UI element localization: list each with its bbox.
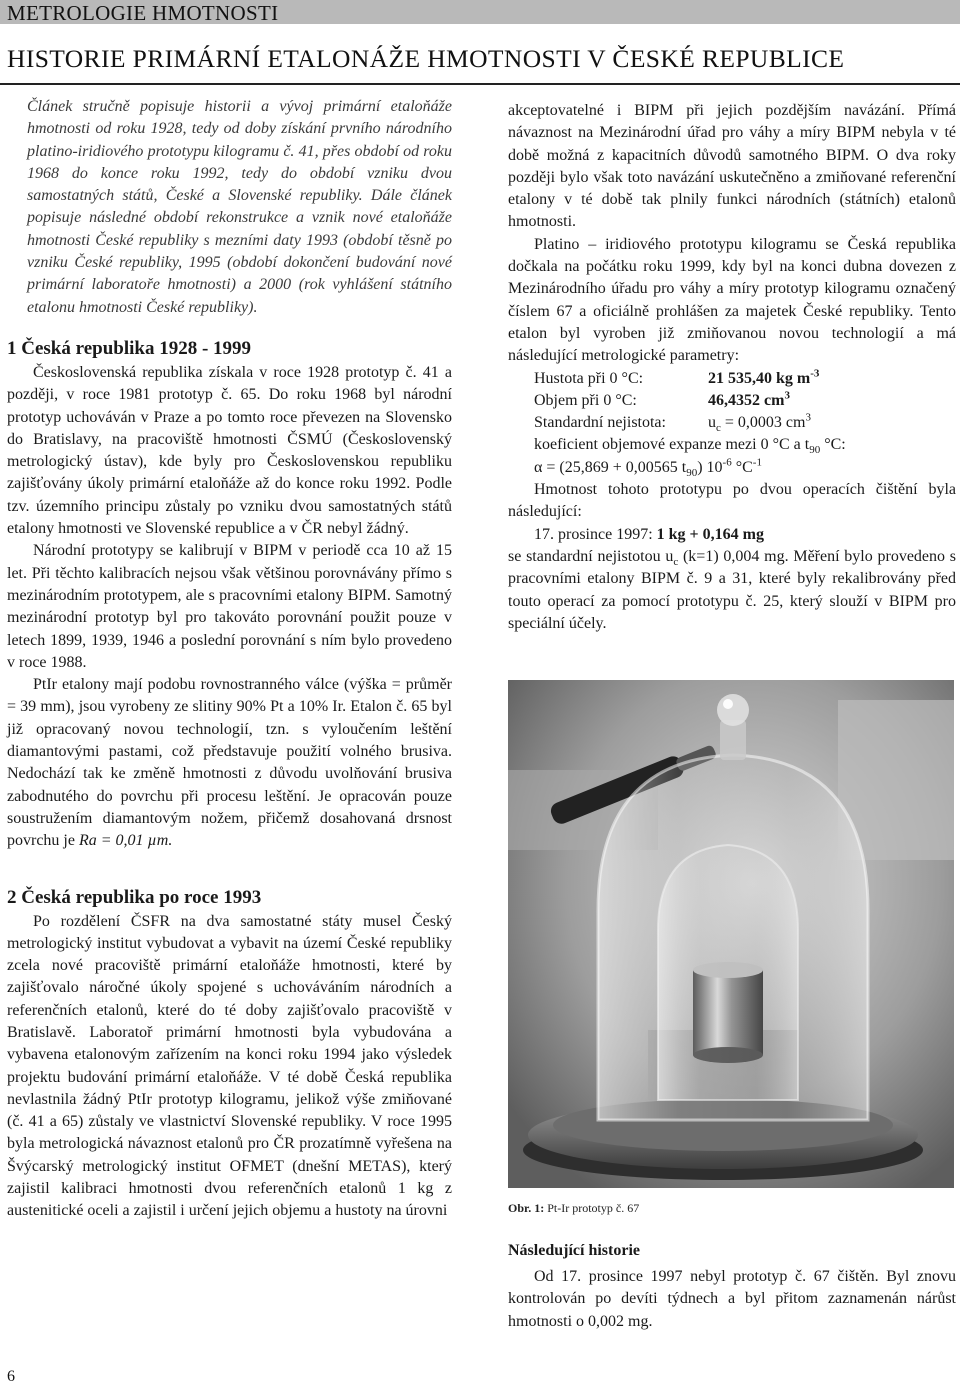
article-title: HISTORIE PRIMÁRNÍ ETALONÁŽE HMOTNOSTI V ČESKÉ REPUBLICE [7, 44, 845, 73]
prototype-photo [508, 680, 954, 1188]
prototype-parameters [508, 368, 956, 479]
section-1-paragraph-1: Československá republika získala v roce 1928 prototyp č. 41 a později, v roce 1981 prototyp č. 65. Do roku 1968 byl národní prototyp uchováván v Praze a po tomto roce převezen na Slovensko do Bratislavy, na pracoviště hmotnosti ČSMÚ (Československý metrologický ústav), kde byly pro Československou republiku zajišťovány úkoly primární etaloňáže až do konce roku 1992. Podle tzv. územního principu zůstaly po vzniku dvou samostatných států etalony hmotnosti ve Slovenské republice a v ČR nebyl žádný. [7, 363, 452, 538]
left-column [7, 96, 452, 1223]
page-number: 6 [7, 1368, 15, 1385]
param-uncertainty-value: $u_c = 0,0003$ $cm^3$ [708, 411, 811, 435]
section-1-paragraph-2: Národní prototypy se kalibrují v BIPM v periodě cca 10 až 15 let. Při těchto kalibracích nejsou však většinou porovnávány přímo s mezinárodním prototypem, ale s pracovními etalony BIPM. Samotný mezinárodní prototyp byl pro takováto porovnání použit pouze v letech 1899, 1939, 1946 a poslední porovnání s ním bylo provedeno v roce 1988. [7, 542, 452, 671]
roughness-value: Ra = 0,01 µm. [78, 832, 173, 850]
right-paragraph-0: akceptovatelné i BIPM při jejich pozdějším navázání. Přímá návaznost na Mezinárodní úřad pro váhy a míry BIPM nebyla v té době možná z kapacitních důvodů samotného BIPM. O dva roky později bylo však toto navázání uskutečněno a zmiňované referenční etalony v té době tak plnily funkci národních (státních) etalonů hmotnosti. [508, 102, 956, 231]
param-volume-value: 46,4352 $cm^3$ [708, 389, 790, 409]
mass-value: 1 kg + 0,164 mg [656, 525, 764, 543]
right-paragraph-4: se standardní nejistotou $u_c$ (k=1) 0,004 mg. Měření bylo provedeno s pracovními etalony BIPM č. 9 a 31, které byly rekalibrovány před touto operací za pomocí prototypu č. 25, který slouží v BIPM pro speciální účely. [508, 547, 957, 632]
right-paragraph-2: Hmotnost tohoto prototypu po dvou operacích čištění byla následující: [508, 481, 956, 521]
param-uncertainty-label: Standardní nejistota: [534, 414, 666, 432]
figure-caption [508, 1201, 639, 1216]
param-density [508, 368, 956, 390]
section-header: METROLOGIE HMOTNOSTI [7, 1, 279, 25]
param-density-label: Hustota při 0 °C: [534, 369, 644, 387]
next-history [508, 1266, 956, 1333]
next-history-heading: Následující historie [508, 1242, 640, 1259]
section-2-paragraph-1: Po rozdělení ČSFR na dva samostatné státy musel Český metrologický institut vybudovat a vybavit na území České republiky zcela nové pracoviště primární etaloňáže hmotnosti, které by zajišťovalo náročné úkoly spojené s uchováváním národních a referenčních etalonů, které do té doby zajišťovalo pracoviště v Bratislavě. Laboratoř primární hmotnosti byla vybudována a vybavena etalonovým zařízením na konci roku 1994 jako výsledek projektu budování primární etaloňáže. V té době Česká republika nevlastnila žádný PtIr prototyp kilogramu, jelikož výše zmiňované (č. 41 a 65) zůstaly ve vlastnictví Slovenské republiky. V roce 1995 byla metrologická návaznost etalonů pro ČR prozatímně vyřešena na Švýcarský metrologický institut OFMET (dnešní METAS), který zajistil kalibraci hmotnosti dvou referenčních etalonů 1 kg z austenitické oceli a zajistil i určení jejich objemu a hustoty na úrovni [7, 912, 452, 1220]
section-1-heading: 1 Česká republika 1928 - 1999 [7, 337, 252, 359]
mass-measurement: 17. prosince 1997: 1 kg + 0,164 mg [534, 525, 764, 543]
bell-jar-illustration [508, 680, 954, 1188]
param-density-value: 21 535,40 kg $m^{-3}$ [708, 367, 820, 387]
section-1-paragraph-3 [7, 674, 452, 852]
right-paragraph-1: Platino – iridiového prototypu kilogramu se Česká republika dočkala na počátku roku 1999, kdy byl na konci dubna dovezen z Mezinárodního úřadu pro váhy a míry prototyp kilogramu označený číslem 67 a oficiálně prohlášen za majetek České republiky. Tento etalon byl vyroben již zmiňovanou novou technologií a má následující metrologické parametry: [508, 235, 956, 365]
next-history-text: Od 17. prosince 1997 nebyl prototyp č. 67 čištěn. Byl znovu kontrolován po devíti týdnech a byl přitom zaznamenán nárůst hmotnosti o 0,002 mg. [508, 1268, 956, 1330]
param-uncertainty [508, 412, 956, 434]
section-header-bar [0, 0, 960, 24]
section-2-heading: 2 Česká republika po roce 1993 [7, 886, 262, 908]
param-volume-label: Objem při 0 °C: [534, 391, 637, 409]
title-divider [0, 83, 960, 85]
abstract: Článek stručně popisuje historii a vývoj primární etaloňáže hmotnosti od roku 1928, tedy od doby získání prvního národního platino-iridiového prototypu kilogramu č. 41, přes období od roku 1968 do konce roku 1992, tedy do období vzniku dvou samostatných států, České a Slovenské republiky. Dále článek popisuje následné období rekonstrukce a vznik nové etaloňáže hmotnosti České republiky s mezními daty 1993 (období těsně po vzniku České republiky, 1995 (období dokončení budování nové primární laboratoře hmotnosti) a 2000 (rok vyhlášení státního etalonu hmotnosti České republiky). [27, 98, 452, 316]
right-column [508, 100, 956, 635]
figure-caption-label: Obr. 1: [508, 1201, 545, 1215]
param-volume [508, 390, 956, 412]
param-expansion-label: koeficient objemové expanze mezi 0 °C a $t_{90}$ °C: [534, 436, 846, 457]
param-expansion-formula: α = (25,869 + 0,00565 $t_{90}$) $10^{-6}$ $^\circ C^{-1}$ [534, 456, 762, 479]
figure-caption-text: Pt-Ir prototyp č. 67 [544, 1201, 640, 1215]
section-1-paragraph-3-text: PtIr etalony mají podobu rovnostranného válce (výška = průměr = 39 mm), jsou vyrobeny ze slitiny 90% Pt a 10% Ir. Etalon č. 65 byl již opracovaný novou technologií, tzn. s vyloučením leštění diamantovými pastami, což představuje použití volného brusiva. Nedochází tak ke změně hmotnosti z důvodu uvolňování brusiva zabodnutého do povrchu při procesu leštění. Je opracován pouze soustružením diamantovým nožem, přičemž dosahovaná drsnost povrchu je [7, 676, 452, 850]
